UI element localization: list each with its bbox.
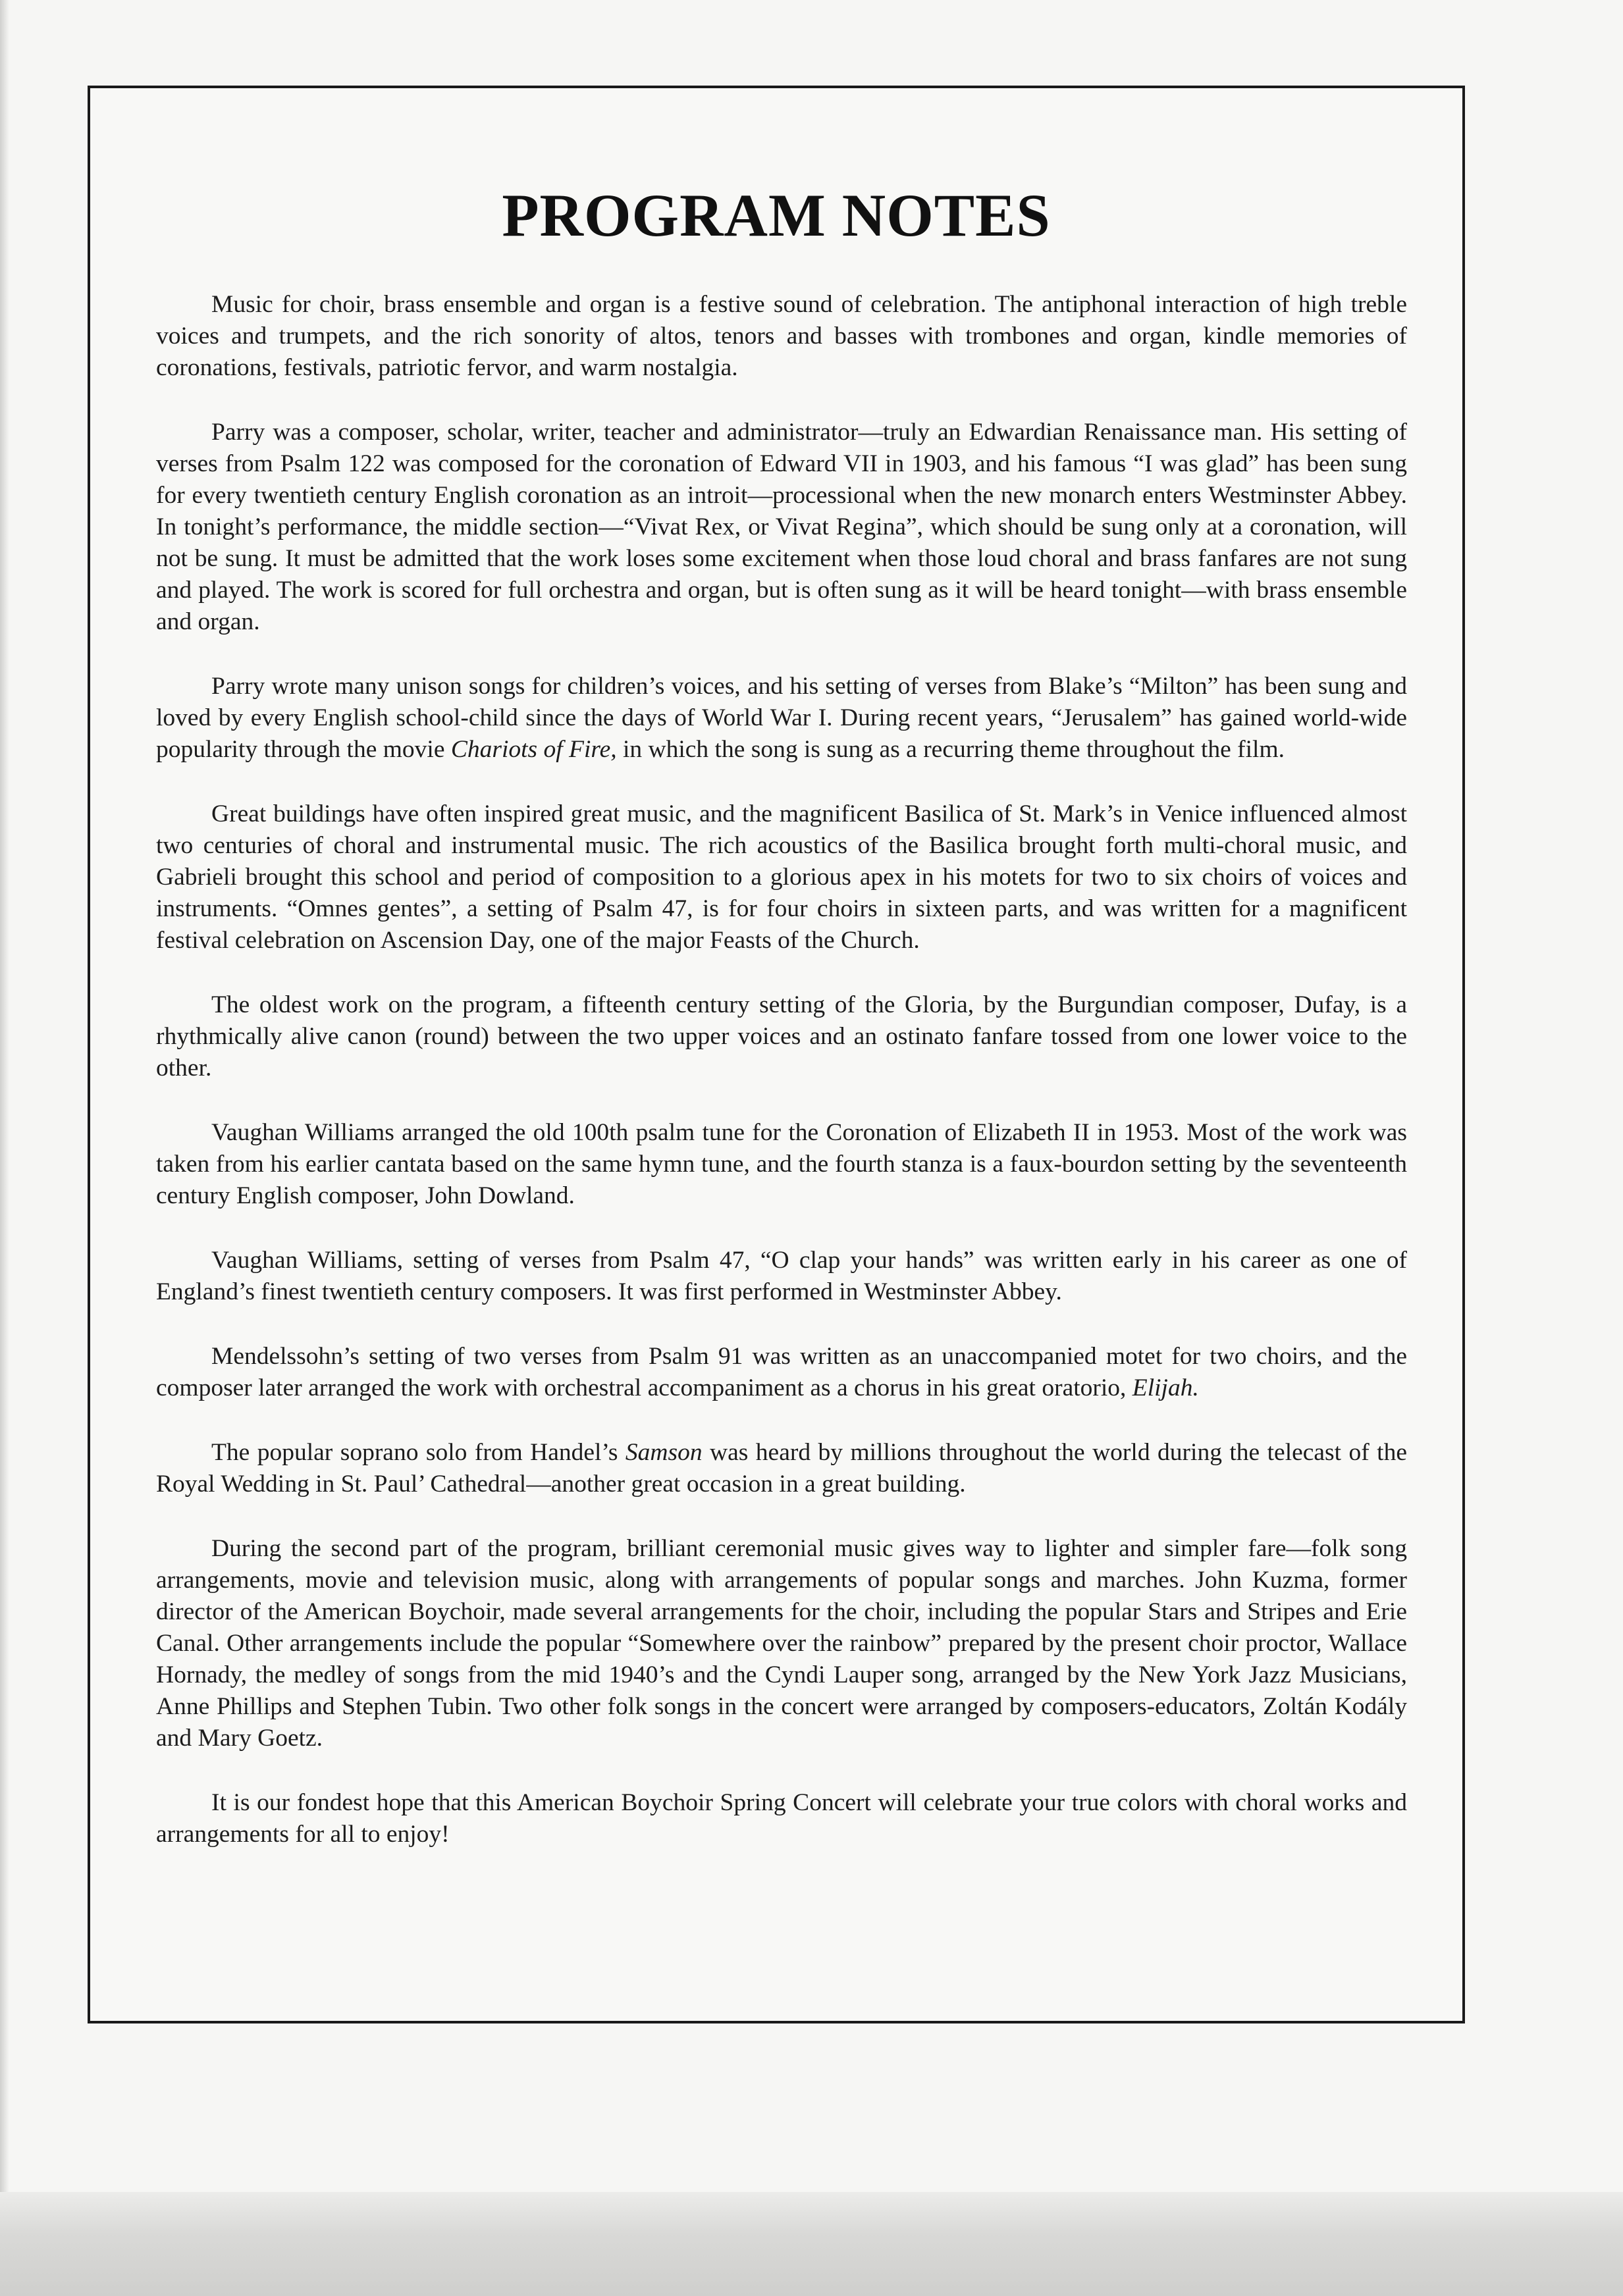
note-paragraph: [156, 671, 1407, 766]
paragraph-text: was heard by millions throughout the world during the telecast of the Royal Wedding in St. Paul’ Cathedral—another great occasion in a great building.: [156, 1439, 1407, 1498]
italic-title-text: Elijah.: [1132, 1374, 1199, 1401]
paragraph-text: Music for choir, brass ensemble and organ is a festive sound of celebration. The antiphonal interaction of high treble voices and trumpets, and the rich sonority of altos, tenors and basses with trombones and organ, kindle memories of coronations, festivals, patriotic fervor, and warm nostalgia.: [156, 291, 1407, 381]
paragraph-text: Great buildings have often inspired great music, and the magnificent Basilica of St. Mark’s in Venice influenced almost two centuries of choral and instrumental music. The rich acoustics of the Basilica brought forth multi-choral music, and Gabrieli brought this school and period of composition to a glorious apex in his motets for two to six choirs of voices and instruments. “Omnes gentes”, a setting of Psalm 47, is for four choirs in sixteen parts, and was written for a magnificent festival celebration on Ascension Day, one of the major Feasts of the Church.: [156, 800, 1407, 954]
italic-title-text: Chariots of Fire,: [450, 736, 617, 763]
note-paragraph: [156, 289, 1407, 384]
note-paragraph: [156, 1787, 1407, 1850]
paragraph-text: Mendelssohn’s setting of two verses from Psalm 91 was written as an unaccompanied motet for two choirs, and the composer later arranged the work with orchestral accompaniment as a chorus in his great oratorio,: [156, 1343, 1407, 1401]
program-notes-body: [156, 289, 1407, 1883]
paragraph-text: Vaughan Williams arranged the old 100th psalm tune for the Coronation of Elizabeth II in 1953. Most of the work was taken from his earlier cantata based on the same hymn tune, and the fourth stanza is a faux-bourdon setting by the seventeenth century English composer, John Dowland.: [156, 1119, 1407, 1209]
paragraph-text: Parry wrote many unison songs for children’s voices, and his setting of verses from Blake’s “Milton” has been sung and loved by every English school-child since the days of World War I. During recent years, “Jerusalem” has gained world-wide popularity through the movie: [156, 673, 1407, 763]
note-paragraph: [156, 1437, 1407, 1500]
note-paragraph: [156, 989, 1407, 1084]
note-paragraph: [156, 1117, 1407, 1212]
paragraph-text: Vaughan Williams, setting of verses from Psalm 47, “O clap your hands” was written early in his career as one of England’s finest twentieth century composers. It was first performed in Westminster Abbey.: [156, 1247, 1407, 1305]
page-title: PROGRAM NOTES: [502, 182, 1051, 249]
note-paragraph: [156, 1245, 1407, 1308]
note-paragraph: [156, 417, 1407, 638]
paragraph-text: The popular soprano solo from Handel’s: [211, 1439, 625, 1466]
note-paragraph: [156, 1533, 1407, 1754]
paragraph-text: in which the song is sung as a recurring theme throughout the film.: [616, 736, 1285, 763]
paragraph-text: During the second part of the program, brilliant ceremonial music gives way to lighter and simpler fare—folk song arrangements, movie and television music, along with arrangements of popular songs and marches. John Kuzma, former director of the American Boychoir, made several arrangements for the choir, including the popular Stars and Stripes and Erie Canal. Other arrangements include the popular “Somewhere over the rainbow” prepared by the present choir proctor, Wallace Hornady, the medley of songs from the mid 1940’s and the Cyndi Lauper song, arranged by the New York Jazz Musicians, Anne Phillips and Stephen Tubin. Two other folk songs in the concert were arranged by composers-educators, Zoltán Kodály and Mary Goetz.: [156, 1535, 1407, 1752]
note-paragraph: [156, 798, 1407, 956]
italic-title-text: Samson: [625, 1439, 703, 1466]
paragraph-text: The oldest work on the program, a fifteenth century setting of the Gloria, by the Burgundian composer, Dufay, is a rhythmically alive canon (round) between the two upper voices and an ostinato fanfare tossed from one lower voice to the other.: [156, 991, 1407, 1082]
scan-bottom-shadow: [0, 2192, 1623, 2296]
program-notes-frame: [88, 86, 1465, 2023]
note-paragraph: [156, 1341, 1407, 1404]
scan-left-edge: [0, 0, 9, 2199]
paragraph-text: It is our fondest hope that this American Boychoir Spring Concert will celebrate your true colors with choral works and arrangements for all to enjoy!: [156, 1789, 1407, 1848]
paragraph-text: Parry was a composer, scholar, writer, teacher and administrator—truly an Edwardian Renaissance man. His setting of verses from Psalm 122 was composed for the coronation of Edward VII in 1903, and his famous “I was glad” has been sung for every twentieth century English coronation as an introit—processional when the new monarch enters Westminster Abbey. In tonight’s performance, the middle section—“Vivat Rex, or Vivat Regina”, which should be sung only at a coronation, will not be sung. It must be admitted that the work loses some excitement when those loud choral and brass fanfares are not sung and played. The work is scored for full orchestra and organ, but is often sung as it will be heard tonight—with brass ensemble and organ.: [156, 419, 1407, 635]
